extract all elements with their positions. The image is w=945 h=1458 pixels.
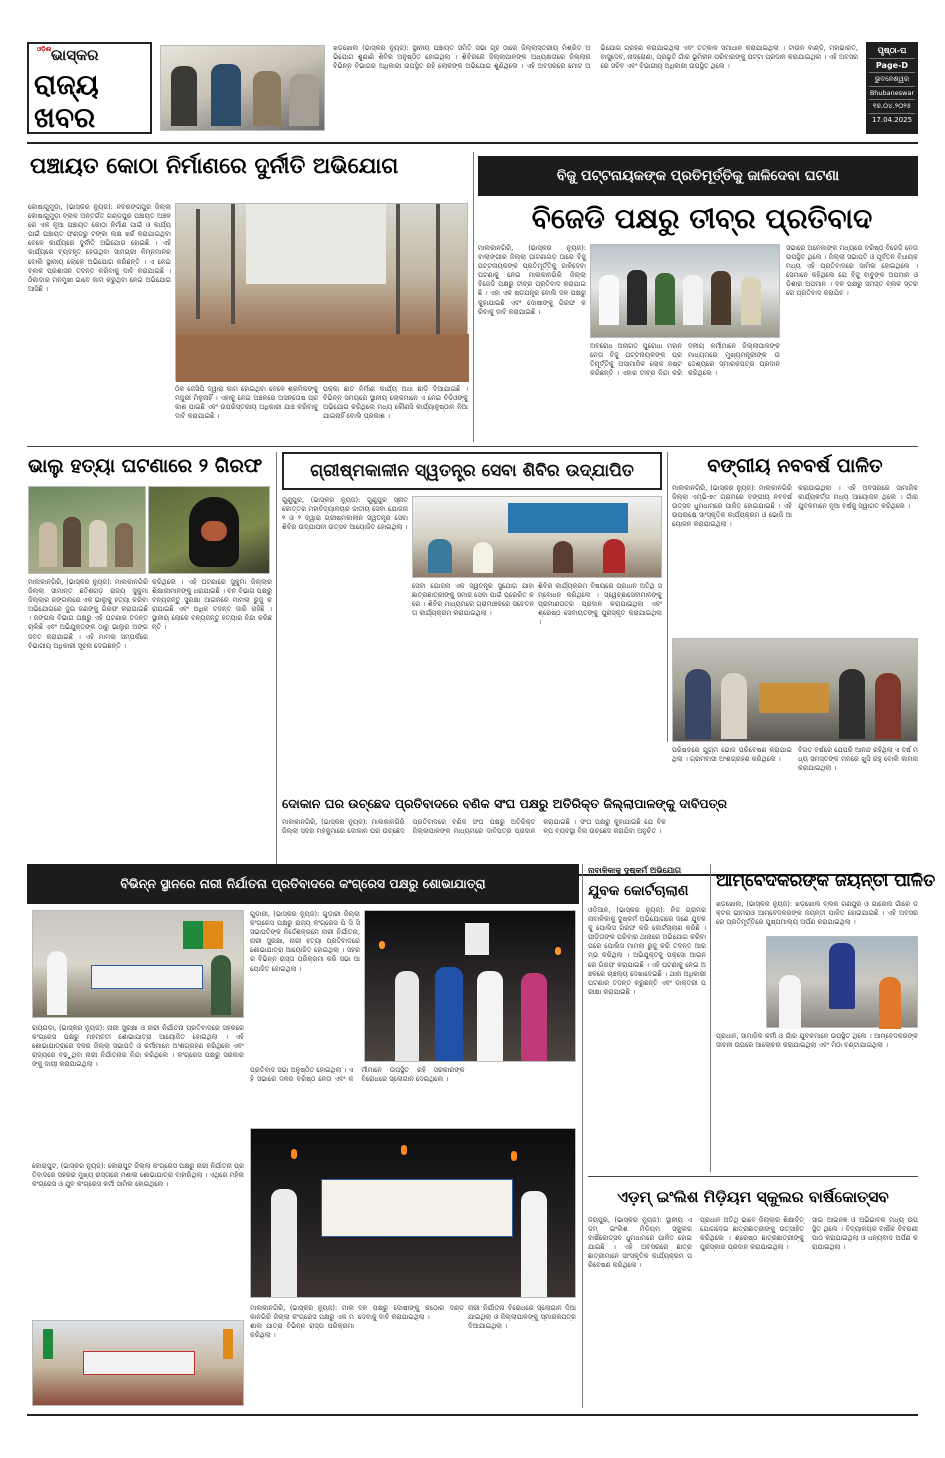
page-info-box: [866, 42, 918, 134]
ambedkar-col2: ପ୍ରଧାନ, ସାମାଜିକ କର୍ମୀ ଓ ଗାଁର ଯୁବକମାନେ ଉପସ୍ଥିତ ଥିଲେ । ଆମ୍ବେଦକରଙ୍କ ଜୀବନୀ ଉପରେ ଆଲୋଚନା କରାଯାଇଥିଲା ଏବଂ ମିଠା ବଣ୍ଟାଯାଇଥିଲା ।: [716, 1032, 918, 1050]
dokan-text: ମାଲକାନଗିରି, (ଭାସ୍କର ନ୍ୟୁଜ): ମାଲକାନଗିରି ଜିଲ୍ଲା ସଦର ମହକୁମାରେ ଦୋକାନ ଘର ଉଚ୍ଛେଦ ପ୍ରତିବାଦରେ ବଣିକ ସଂଘ ପକ୍ଷରୁ ଅତିରିକ୍ତ ଜିଲ୍ଲାପାଳଙ୍କ ମାଧ୍ୟମରେ ଦାବିପତ୍ର ପ୍ରଦାନ କରାଯାଇଛି । ସଂଘ ପକ୍ଷରୁ କୁହାଯାଇଛି ଯେ ବିକଳ୍ପ ବ୍ୟବସ୍ଥା ବିନା ଉଚ୍ଛେଦ କରାଯିବା ଅନୁଚିତ ।: [282, 818, 666, 836]
shibir-col2: ଶିବିର କାର୍ଯ୍ୟକ୍ରମ ବିଷୟରେ ପ୍ରଧାନ ଅତିଥି ସମ୍ବୋଧନ କରିଥିଲେ । ସ୍ୱେଚ୍ଛାସେବୀମାନଙ୍କୁ ପ୍ରମାଣପତ୍ର ପ୍ରଦାନ କରାଯାଇଥିଲା ଏବଂ ଶ୍ରେଷ୍ଠ ସେବାୟତଙ୍କୁ ପୁରସ୍କୃତ କରାଯାଇଥିଲା ।: [538, 582, 662, 627]
bijedi-col1: ମାଲକାନଗିରି, (ଭାସ୍କର ନ୍ୟୁଜ): ବାଲାଙ୍ଗୀର ଜିଲ୍ଲା ପାଟଣାଗଡ଼ ଠାରେ ବିଜୁ ପଟ୍ଟନାୟକଙ୍କ ପ୍ରତିମୂର୍ତ୍ତିକୁ ଜାଳିଦେବା ଘଟଣାକୁ ନେଇ ମାଲକାନଗିରି ଜିଲ୍ଲା ବିଜେଡି ପକ୍ଷରୁ ତୀବ୍ର ପ୍ରତିବାଦ କରାଯାଇଛି । ଏହା ଏକ ଷଡ଼ଯନ୍ତ୍ର ବୋଲି ଦଳ ପକ୍ଷରୁ କୁହାଯାଇଛି ଏବଂ ଦୋଷୀଙ୍କୁ ଗିରଫ କରିବାକୁ ଦାବି କରାଯାଇଛି ।: [478, 244, 586, 316]
shibir-headline-box: [282, 452, 662, 490]
congress-photo-2: [364, 910, 576, 1062]
yubak-text: ଓଡ଼ିଆନ, (ଭାସ୍କର ନ୍ୟୁଜ): ନିଜ ଗ୍ରାମର ନାବାଳିକାକୁ ଦୁଷ୍କର୍ମ ଅଭିଯୋଗରେ ଜଣେ ଯୁବକକୁ ପୋଲିସ ଗିରଫ କରି କୋର୍ଟଚାଲାଣ କରିଛି । ପୀଡ଼ିତାଙ୍କ ପରିବାର ଥାନାରେ ଅଭିଯୋଗ କରିବା ପରେ ପୋଲିସ ମାମଲା ରୁଜୁ କରି ତଦନ୍ତ ଆରମ୍ଭ କରିଥିଲା । ଅଭିଯୁକ୍ତକୁ ପକ୍ସୋ ଆଇନରେ ଗିରଫ କରାଯାଇଛି । ଏହି ଘଟଣାକୁ ନେଇ ଅଞ୍ଚଳରେ ଚାଞ୍ଚଲ୍ୟ ଦେଖାଦେଇଛି । ଥାନା ଅଧିକାରୀ ଘଟଣାର ତଦନ୍ତ କରୁଛନ୍ତି ଏବଂ ଡାକ୍ତରୀ ପରୀକ୍ଷା କରାଯାଇଛି ।: [588, 906, 706, 996]
bhalu-photo-right: [148, 486, 270, 574]
nababarsha-col1: ମାଲକାନଗିରି, (ଭାସ୍କର ନ୍ୟୁଜ): ମାଲକାନଗିରି ଜିଲ୍ଲା ଏମ୍‌ଭି-୭୯ ଗ୍ରାମରେ ବଙ୍ଗୀୟ ନବବର୍ଷ ଉତ୍ସବ ଧୁମଧାମରେ ପାଳିତ ହୋଇଯାଇଛି । ଏହି ଉପଲକ୍ଷେ ସାଂସ୍କୃତିକ କାର୍ଯ୍ୟକ୍ରମ ଓ ଭୋଜି ଆୟୋଜନ କରାଯାଇଥିଲା ।: [672, 484, 792, 529]
shibir-headline: ଗ୍ରୀଷ୍ମକାଳୀନ ସ୍ୱତନ୍ତ୍ର ସେବା ଶିବିର ଉଦ୍ଯାପିତ: [310, 461, 634, 481]
yubak-headline: ଯୁବକ କୋର୍ଟଚାଲାଣ: [588, 883, 689, 899]
bhalu-col1: ମାଲକାନଗିରି, (ଭାସ୍କର ନ୍ୟୁଜ): ମାଲକାନଗିରି ଜିଲ୍ଲା ସୀମାନ୍ତ ଛତିଶଗଡ଼ ରାଜ୍ୟ ସୁକୁମା ଜିଲ୍ଲାର ଜଙ୍ଗଲରେ ଏକ ଭାଲୁକୁ ହତ୍ୟା କରିବା ଅଭିଯୋଗରେ ଦୁଇ ଜଣଙ୍କୁ ଗିରଫ କରାଯାଇଛି । ଜଙ୍ଗଲ ବିଭାଗ ପକ୍ଷରୁ ଏହି ଘଟଣାର ତଦନ୍ତ ଚାଲିଛି ଏବଂ ଅଭିଯୁକ୍ତଙ୍କ ଠାରୁ ଭାଲୁର ଅଙ୍ଗ ଜବତ କରାଯାଇଛି । ଏହି ମାମଲା ସମ୍ପର୍କରେ ବିଭାଗୀୟ ଅଧିକାରୀ ସୂଚନା ଦେଇଛନ୍ତି ।: [28, 578, 148, 650]
panchayat-col2: ଠିକ ଜେସିପି ଦ୍ୱାରା କାମ ହୋଇଥିବା ବେଳେ ଶ୍ରମିକଙ୍କୁ ମଜୁରୀ ମିଳୁନାହିଁ । ଏହାକୁ ନେଇ ଅଞ୍ଚଳରେ ଅସନ୍ତୋଷ ପ୍ରକାଶ ପାଇଛି ଏବଂ ଉପରିସ୍ତରୀୟ ଅଧିକାରୀ ଯାଞ୍ଚ କରିବାକୁ ଦାବି କରାଯାଇଛି ।: [175, 385, 318, 421]
school-col2: ପ୍ରଧାନ ଅତିଥି ଭାବେ ଜିଲ୍ଲାର ଶିକ୍ଷାବିତ୍ ଯୋଗଦେଇ ଛାତ୍ରଛାତ୍ରୀଙ୍କୁ ଉତ୍ସାହିତ କରିଥିଲେ । ଶ୍ରେଷ୍ଠ ଛାତ୍ରଛାତ୍ରୀଙ୍କୁ ପୁରସ୍କାର ପ୍ରଦାନ କରାଯାଇଥିଲା ।: [700, 1216, 804, 1252]
page-number-en: Page-D: [875, 61, 909, 70]
nababarsha-bottom1: ପରିଷଦରେ ଯୁଗ୍ମ ଭୋଜ ପରିବେଷଣ କରାଯାଇଥିଲା । ଗ୍ରାମବାସୀ ଅଂଶଗ୍ରହଣ କରିଥିଲେ ।: [672, 746, 792, 764]
ambedkar-headline: ଆମ୍ବେଦକରଙ୍କ ଜୟନ୍ତୀ ପାଳିତ: [716, 871, 936, 891]
page-number-or: ପୃଷ୍ଠା-ଘ: [877, 46, 907, 55]
congress-col-bottom2: ଦଳ ପକ୍ଷରୁ ଦୋଷୀଙ୍କୁ କଠୋର ଦଣ୍ଡ ଦେବାକୁ ଦାବି କରାଯାଇଥିଲା ।: [358, 1304, 464, 1322]
panchayat-col3: ପକ୍କା ଛାତ ନିର୍ମାଣ କାର୍ଯ୍ୟ ଅଧା ଛାଡ଼ି ଦିଆଯାଇଛି । ବିଭିନ୍ନ ସମୟରେ ସ୍ଥାନୀୟ ଲୋକମାନେ ଏ ନେଇ ବିଡ଼ିଓଙ୍କୁ ଅଭିଯୋଗ କରିଥିଲେ ମଧ୍ୟ କୌଣସି କାର୍ଯ୍ୟାନୁଷ୍ଠାନ ନିଆଯାଇନାହିଁ ବୋଲି ପ୍ରକାଶ ।: [323, 385, 468, 421]
bhalu-headline: ଭାଲୁ ହତ୍ୟା ଘଟଣାରେ ୨ ଗିରଫ: [28, 455, 263, 477]
shibir-col1: ସେବା ଯୋଜନା ଏକ ସ୍ୱତନ୍ତ୍ର ସୁଯୋଗ ଯାହା ଛାତ୍ରଛାତ୍ରୀଙ୍କୁ ସମାଜ ସେବା ପାଇଁ ପ୍ରେରିତ କରେ । ଶିବିର ମାଧ୍ୟମରେ ଗ୍ରାମାଞ୍ଚଳରେ ସଚେତନତା କାର୍ଯ୍ୟକ୍ରମ କରାଯାଇଥିଲା ।: [412, 582, 534, 618]
city-or: ଭୁବନେଶ୍ୱର: [874, 75, 910, 83]
shibir-photo: [412, 496, 662, 578]
bhalu-col2: କରିଥିଲେ । ଏହି ଘଟଣାରେ ସୁକୁମା ଜିଲ୍ଲାର ଶିକ୍ଷାରୀମାନଙ୍କୁ ଧରାଯାଇଛି । ବନ ବିଭାଗ ପକ୍ଷରୁ ବନ୍ୟଜନ୍ତୁ ସୁରକ୍ଷା ଆଇନରେ ମାମଲା ରୁଜୁ କରାଯାଇଛି ଏବଂ ଅଧିକ ତଦନ୍ତ ଜାରି ରହିଛି । ସ୍ଥାନୀୟ ଲୋକେ ବନ୍ୟଜନ୍ତୁ ହତ୍ୟାର ନିନ୍ଦା କରିଛନ୍ତି ।: [152, 578, 272, 632]
panchayat-col1: କୋଷାଗୁମୁଡ଼ା, (ଭାସ୍କର ନ୍ୟୁଜ): ନବରଙ୍ଗପୁର ଜିଲ୍ଲା କୋଷାଗୁମୁଡ଼ା ବ୍ଲକ ଅନ୍ତର୍ଗତ ଗଣ୍ଡପୁର ପଞ୍ଚାୟତ ଅଞ୍ଚଳରେ ଏକ ନୂଆ ପଞ୍ଚାୟତ କୋଠା ନିର୍ମାଣ ପାଇଁ ଓ କାର୍ଯ୍ୟ ପାଇଁ ପଞ୍ଚାୟତ ଫଣ୍ଡରୁ ଟଙ୍କା ଲକ୍ଷ ଖର୍ଚ୍ଚ କରାଯାଇଥିବା ବେଳେ କାର୍ଯ୍ୟରେ ଦୁର୍ନୀତି ଅଭିଯୋଗ ହୋଇଛି । ଏହି କାର୍ଯ୍ୟରେ ବ୍ୟବହୃତ ହେଉଥିବା ସାମଗ୍ରୀ ନିମ୍ନମାନର ବୋଲି ସ୍ଥାନୀୟ ଲୋକେ ଅଭିଯୋଗ କରିଛନ୍ତି । ଏ ନେଇ ବ୍ଲକ ପ୍ରଶାସନ ତଦନ୍ତ କରିବାକୁ ଦାବି କରାଯାଇଛି । ଠିକାଦାର ମନମୁଖୀ ଭାବେ କାମ କରୁଥିବା ନେଇ ଅଭିଯୋଗ ଆସିଛି ।: [28, 203, 171, 293]
date-or: ୧୭.୦୪.୨୦୨୫: [872, 102, 912, 110]
bijedi-col3: ସଭାରେ ଅନେକାଙ୍କ ମଧ୍ୟରେ ବରିଷ୍ଠ ବିଜେଡି ନେତା ଉପସ୍ଥିତ ଥିଲେ । ଜିଲ୍ଲା ସଭାପତି ଓ ପୂର୍ବତନ ବିଧାୟକ ମଧ୍ୟ ଏହି ପ୍ରତିବାଦରେ ସାମିଲ ହୋଇଥିଲେ । ସେମାନେ କହିଥିଲେ ଯେ ବିଜୁ ବାବୁଙ୍କ ଅପମାନ ଓଡ଼ିଶାର ଅପମାନ । ଦଳ ପକ୍ଷରୁ ସମସ୍ତ ବ୍ଲକ ସ୍ତରରେ ପ୍ରତିବାଦ କରାଯିବ ।: [786, 244, 918, 298]
bijedi-headline: ବିଜେଡି ପକ୍ଷରୁ ତୀବ୍ର ପ୍ରତିବାଦ: [531, 202, 873, 235]
panchayat-photo: [175, 203, 468, 381]
nababarsha-photo: [672, 638, 918, 742]
masthead-brand-small: ଓଡ଼ିଶା: [37, 46, 52, 53]
nababarsha-headline: ବଙ୍ଗୀୟ ନବବର୍ଷ ପାଳିତ: [707, 455, 883, 477]
city-en: Bhubaneswar: [869, 89, 915, 97]
congress-headline-bar: [27, 864, 579, 904]
bijedi-photo: [590, 244, 780, 338]
nababarsha-bottom2: ବିଗତ ବର୍ଷରେ ଯେପରି ଆନନ୍ଦ ରହିଥିଲା ଏ ବର୍ଷ ମଧ୍ୟ ସମସ୍ତଙ୍କ ମନରେ ଖୁସି ରହୁ ବୋଲି କାମନା କରାଯାଇଥିଲା ।: [798, 746, 918, 773]
congress-photo-1: [32, 910, 244, 1018]
school-col3: ସାଇ ଆଇନଜ୍ଞ ଓ ଅଭିଭାବକ ମଧ୍ୟ ଉପସ୍ଥିତ ଥିଲେ । ବିଦ୍ୟାଳୟର ବାର୍ଷିକ ବିବରଣୀ ପାଠ କରାଯାଇଥିଲା ଓ ଧନ୍ୟବାଦ ଅର୍ପଣ କରାଯାଇଥିଲା ।: [812, 1216, 918, 1252]
shibir-top: ଗୁଣୁପୁର, (ଭାସ୍କର ନ୍ୟୁଜ): ଗୁଣୁପୁର ସ୍ନାତକୋତ୍ତର ମହାବିଦ୍ୟାଳୟର ଜାତୀୟ ସେବା ଯୋଜନା ୧ ଓ ୨ ଦ୍ୱାରା ଗ୍ରୀଷ୍ମକାଳୀନ ସ୍ୱତନ୍ତ୍ର ସେବା ଶିବିର ଉଦ୍ଯାପନୀ ଉତ୍ସବ ଆୟୋଜିତ ହୋଇଥିଲା ।: [282, 496, 408, 532]
school-headline: ଏଡ଼ମ୍ ଇଂଲିଶ ମିଡ଼ିୟମ ସ୍କୁଲର ବାର୍ଷିକୋତ୍ସବ: [617, 1188, 889, 1206]
date-en: 17.04.2025: [871, 116, 913, 124]
congress-col-bottom1: ମାଲକାନଗିରି, (ଭାସ୍କର ନ୍ୟୁଜ): ମାଲକାନଗିରି ଜିଲ୍ଲା କଂଗ୍ରେସ ପକ୍ଷରୁ ଏକ ମଶାଲ ଯାତ୍ରା ବିଭିନ୍ନ ରାସ୍ତା ପରିକ୍ରମା କରିଥିଲା ।: [250, 1304, 354, 1340]
bhalu-photo-left: [28, 486, 146, 574]
yubak-kicker: ନାବାଳିକାକୁ ଦୁଷ୍କର୍ମ ଅଭିଯୋଗ: [588, 866, 682, 875]
panchayat-headline: ପଞ୍ଚାୟତ କୋଠା ନିର୍ମାଣରେ ଦୁର୍ନୀତି ଅଭିଯୋଗ: [30, 154, 399, 179]
masthead-photo: [160, 45, 325, 131]
school-col1: ଜୟପୁର, (ଭାସ୍କର ନ୍ୟୁଜ): ସ୍ଥାନୀୟ ଏଡ଼ମ୍ ଇଂଲିଶ ମିଡ଼ିୟମ ସ୍କୁଲର ବାର୍ଷିକୋତ୍ସବ ଧୁମଧାମରେ ପାଳିତ ହୋଇଯାଇଛି । ଏହି ଅବସରରେ ଛାତ୍ରଛାତ୍ରୀମାନେ ସାଂସ୍କୃତିକ କାର୍ଯ୍ୟକ୍ରମ ପରିବେଷଣ କରିଥିଲେ ।: [588, 1216, 692, 1270]
congress-col-bottom3: ନାରୀ ନିର୍ଯାତନା ବିରୋଧରେ ସ୍ଲୋଗାନ ଦିଆଯାଇଥିଲା ଓ ଜିଲ୍ଲାପାଳଙ୍କୁ ସ୍ମାରକପତ୍ର ଦିଆଯାଇଥିଲା ।: [468, 1304, 576, 1331]
congress-photo-4: [32, 1320, 244, 1406]
ambedkar-col1: ଖଡ଼ଖୋଲ, (ଭାସ୍କର ନ୍ୟୁଜ): ଖଡ଼ଖୋଲ ବ୍ଲକ ଗଣପୁର ଓ ଗାରେଲ ଗାଁରେ ଡକ୍ଟର ଭୀମରାଓ ଆମ୍ବେଦକରଙ୍କ ଜୟନ୍ତୀ ପାଳିତ ହୋଇଯାଇଛି । ଏହି ଅବସରରେ ପ୍ରତିମୂର୍ତ୍ତିରେ ପୁଷ୍ପମାଲ୍ୟ ଅର୍ପଣ କରାଯାଇଥିଲା ।: [716, 900, 918, 927]
congress-col-mid2: ପ୍ରତିବାଦ ସଭା ଅନୁଷ୍ଠିତ ହୋଇଥିଲା । ଏହି ସଭାରେ ଦଳର ବରିଷ୍ଠ ନେତା ଏବଂ କର୍ମୀମାନେ ଉପସ୍ଥିତ ରହି ସରକାରଙ୍କ ବିରୋଧରେ ସ୍ଲୋଗାନ ଦେଇଥିଲେ ।: [250, 1066, 465, 1084]
bijedi-kicker: ବିଜୁ ପଟ୍ଟନାୟକଙ୍କ ପ୍ରତିମୂର୍ତ୍ତିକୁ ଜାଳିଦେବା ଘଟଣା: [556, 168, 840, 184]
congress-col-left: ରାୟଗଡ଼ା, (ଭାସ୍କର ନ୍ୟୁଜ): ନାରୀ ସୁରକ୍ଷା ଓ ନାରୀ ନିର୍ଯାତନା ପ୍ରତିବାଦରେ ସହରରେ କଂଗ୍ରେସ ପକ୍ଷରୁ ମହମବତୀ ଶୋଭାଯାତ୍ରା ଆୟୋଜିତ ହୋଇଥିଲା । ଏହି ଶୋଭାଯାତ୍ରାରେ ଦଳର ଜିଲ୍ଲା ସଭାପତି ଓ କର୍ମୀମାନେ ଅଂଶଗ୍ରହଣ କରିଥିଲେ ଏବଂ ରାଜ୍ୟରେ ବଢ଼ୁଥିବା ନାରୀ ନିର୍ଯାତନାର ନିନ୍ଦା କରିଥିଲେ । କଂଗ୍ରେସ ପକ୍ଷରୁ ସରକାରଙ୍କୁ ଦାୟୀ କରାଯାଇଥିଲା ।: [32, 1024, 244, 1069]
masthead-section-line2: ଖବର: [34, 101, 96, 134]
masthead-brand: ଭାସ୍କର: [51, 46, 99, 64]
ambedkar-photo: [766, 936, 918, 1028]
congress-photo-3: [250, 1128, 576, 1298]
nababarsha-col2: କରାଯାଇଥିଲା । ଏହି ଅବସରରେ ସାମାଜିକ କାର୍ଯ୍ୟକର୍ତ୍ତା ମଧ୍ୟ ଆୟୋଜକ ଥିଲେ । ଗାଁର ଯୁବକମାନେ ନୂଆ ବର୍ଷକୁ ସ୍ୱାଗତ କରିଥିଲେ ।: [798, 484, 918, 511]
masthead-logo: [27, 42, 152, 134]
congress-headline: ବିଭିନ୍ନ ସ୍ଥାନରେ ନାରୀ ନିର୍ଯାତନା ପ୍ରତିବାଦରେ କଂଗ୍ରେସ ପକ୍ଷରୁ ଶୋଭାଯାତ୍ରା: [120, 876, 486, 891]
masthead-section-line1: ରାଜ୍ୟ: [34, 68, 99, 101]
dokan-headline: ଦୋକାନ ଘର ଉଚ୍ଛେଦ ପ୍ରତିବାଦରେ ବଣିକ ସଂଘ ପକ୍ଷରୁ ଅତିରିକ୍ତ ଜିଲ୍ଲାପାଳଙ୍କୁ ଦାବିପତ୍ର: [282, 796, 728, 811]
top-strip-text: ଖଡ଼ଖୋଲ (ଭାସ୍କର ନ୍ୟୁଜ): ସ୍ଥାନୀୟ ପଞ୍ଚାୟତ ସମିତି ସଭା ଗୃହ ଠାରେ ଜିଲ୍ଲାସ୍ତରୀୟ ମିଶ୍ରିତ ଅଭିଯୋଗ ଶୁଣାଣି ଶିବିର ଅନୁଷ୍ଠିତ ହୋଇଥିଲା । ଶିବିରରେ ଜିଲ୍ଲାପାଳଙ୍କ ଅଧ୍ୟକ୍ଷତାରେ ଜିଲ୍ଲାର ବିଭିନ୍ନ ବିଭାଗର ଅଧିକାରୀ ଉପସ୍ଥିତ ରହି ଲୋକଙ୍କ ଅଭିଯୋଗ ଶୁଣିଥିଲେ । ଏହି ଅବସରରେ ମୋଟ ଅଭିଯୋଗ ଗ୍ରହଣ କରାଯାଇଥିଲା ଏବଂ ତତ୍କାଳ ସମାଧାନ କରାଯାଇଥିଲା । ଟାଉନ ବାଣ୍ଡି, ମହାଭାରତ, ବାସୁଦେବ, ନାଦ୍ରୋଣା, ପ୍ରଭୃତି ଗାଁର ଭୂମିହୀନ ପରିବାରଙ୍କୁ ପଟ୍ଟା ପ୍ରଦାନ କରାଯାଇଥିଲା । ଏହି ଅବସରରେ ସଚିବ ଏବଂ ବିଭାଗୀୟ ଅଧିକାରୀ ଉପସ୍ଥିତ ଥିଲେ ।: [333, 44, 858, 71]
congress-col-mid: ଗୁଡ଼ାରୀ, (ଭାସ୍କର ନ୍ୟୁଜ): ଗୁଡ଼ାରୀ ଜିଲ୍ଲା କଂଗ୍ରେସ ପକ୍ଷରୁ ରାଜ୍ୟ କଂଗ୍ରେସ ପି ସି ସି ସଭାପତିଙ୍କ ନିର୍ଦ୍ଦେଶକ୍ରମେ ନାରୀ ନିର୍ଯାତନା, ନାରୀ ସୁରକ୍ଷା, ନାରୀ ହତ୍ୟା ପ୍ରତିବାଦରେ ଶୋଭାଯାତ୍ରା ଆୟୋଜିତ ହୋଇଥିଲା । ସହରର ବିଭିନ୍ନ ରାସ୍ତା ପରିକ୍ରମା କରି ସଭା ଆୟୋଜିତ ହୋଇଥିଲା ।: [250, 910, 360, 973]
congress-col-left2: କୋରାପୁଟ, (ଭାସ୍କର ନ୍ୟୁଜ): କୋରାପୁଟ ଜିଲ୍ଲା କଂଗ୍ରେସ ପକ୍ଷରୁ ନାରୀ ନିର୍ଯାତନା ପ୍ରତିବାଦରେ ସହରର ମୁଖ୍ୟ ରାସ୍ତାରେ ମଶାଲ ଶୋଭାଯାତ୍ରା ବାହାରିଥିଲା । ଏଥିରେ ମହିଳା କଂଗ୍ରେସ ଓ ଯୁବ କଂଗ୍ରେସ କର୍ମୀ ସାମିଲ ହୋଇଥିଲେ ।: [32, 1162, 244, 1189]
bijedi-col2: ଅବରୋଧ ଅନାଗତ ପୁରୋଧା ମହାନ ନେତା ବିଜୁ ପଟ୍ଟନାୟକଙ୍କ ପ୍ରତିମୂର୍ତ୍ତିକୁ ଅସାମାଜିକ ଲୋକ ନଷ୍ଟ କରିଛନ୍ତି । ଏହାର ତୀବ୍ର ନିନ୍ଦା କରି ଦଳୀୟ କର୍ମୀମାନେ ଜିଲ୍ଲାପାଳଙ୍କ ମାଧ୍ୟମରେ ମୁଖ୍ୟମନ୍ତ୍ରୀଙ୍କ ଉଦ୍ଦେଶ୍ୟରେ ସ୍ମାରକପତ୍ର ପ୍ରଦାନ କରିଥିଲେ ।: [590, 342, 780, 378]
bijedi-kicker-bar: [478, 156, 918, 196]
